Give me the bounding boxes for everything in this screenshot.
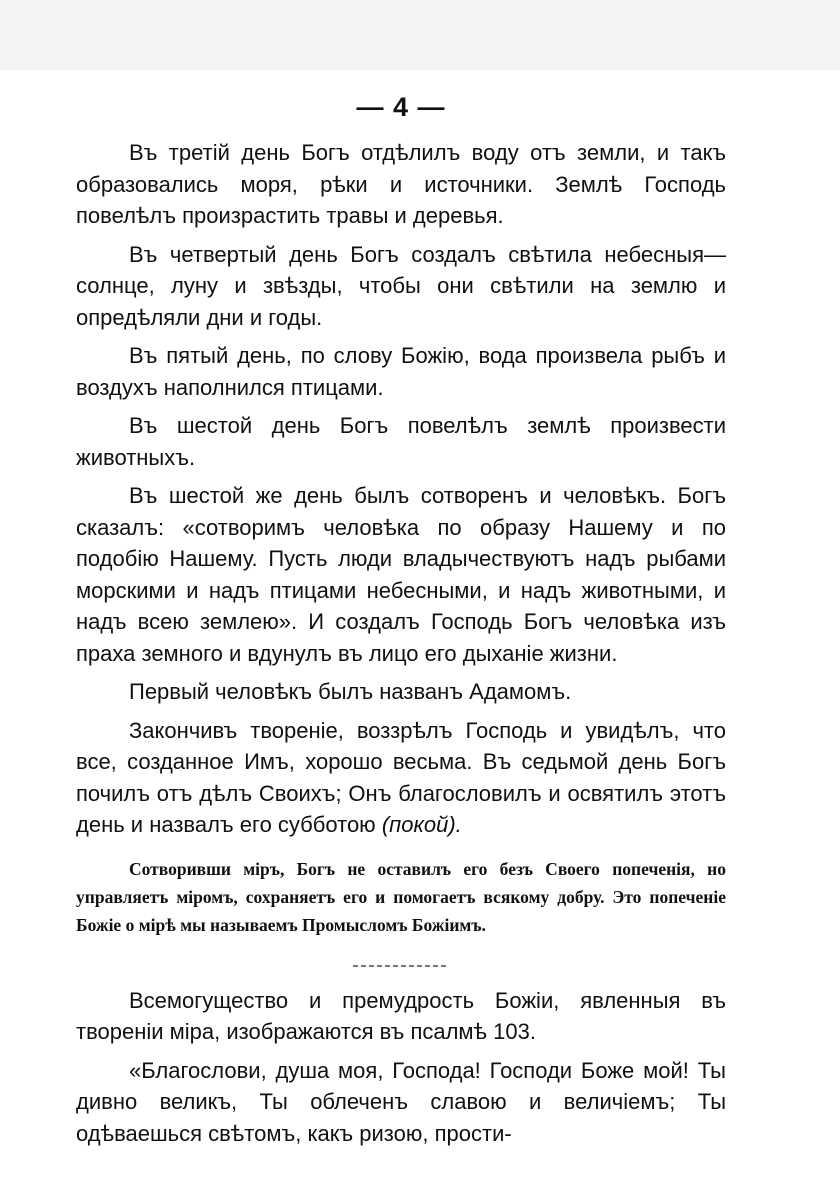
- paragraph-fourth-day: Въ четвертый день Богъ создалъ свѣтила небесныя—солнце, луну и звѣзды, чтобы они свѣтили на землю и опредѣляли дни и годы.: [76, 241, 726, 330]
- paragraph-fifth-day: Въ пятый день, по слову Божію, вода произвела рыбъ и воздухъ наполнился птицами.: [76, 343, 726, 400]
- paragraph-third-day: Въ третій день Богъ отдѣлилъ воду отъ земли, и такъ образовались моря, рѣки и источники. Землѣ Господь повелѣлъ произрастить травы и деревья.: [76, 140, 726, 228]
- paragraph-psalm-quote: «Благослови, душа моя, Господа! Господи Боже мой! Ты дивно великъ, Ты облеченъ славою и величіемъ; Ты одѣваешься свѣтомъ, какъ ризою, прости-: [76, 1057, 726, 1146]
- paragraph-sixth-day-animals: Въ шестой день Богъ повелѣлъ землѣ произвести животныхъ.: [76, 413, 726, 470]
- providence-note: Сотворивши міръ, Богъ не оставилъ его безъ Своего попеченія, но управляетъ міромъ, сохраняетъ его и помогаетъ всякому добру. Это попеченіе Божіе о мірѣ мы называемъ Промысломъ Божіимъ.: [76, 858, 726, 935]
- paragraph-sixth-day-man: Въ шестой же день былъ сотворенъ и человѣкъ. Богъ сказалъ: «сотворимъ человѣка по образу Нашему и по подобію Нашему. Пусть люди владычествуютъ надъ рыбами морскими и надъ птицами небесными, и надъ животными, и надъ всею землею». И создалъ Господь Богъ человѣка изъ праха земного и вдунулъ въ лицо его дыханіе жизни.: [76, 483, 726, 666]
- section-divider: [353, 965, 449, 967]
- scan-top-band: [0, 0, 840, 70]
- seventh-day-text: Закончивъ твореніе, воззрѣлъ Господь и увидѣлъ, что все, созданное Имъ, хорошо весьма. Въ седьмой день Богъ почилъ отъ дѣлъ Своихъ; Онъ благословилъ и освятилъ этотъ день и назвалъ его субботою: [76, 717, 726, 837]
- rest-word: (покой).: [381, 812, 462, 837]
- paragraph-seventh-day: [76, 715, 726, 841]
- page-number: — 4 —: [356, 92, 446, 122]
- paragraph-psalm-intro: Всемогущество и премудрость Божіи, явленныя въ твореніи міра, изображаются въ псалмѣ 103.: [76, 987, 726, 1044]
- paragraph-adam: Первый человѣкъ былъ названъ Адамомъ.: [129, 679, 572, 704]
- book-page: [76, 82, 726, 1156]
